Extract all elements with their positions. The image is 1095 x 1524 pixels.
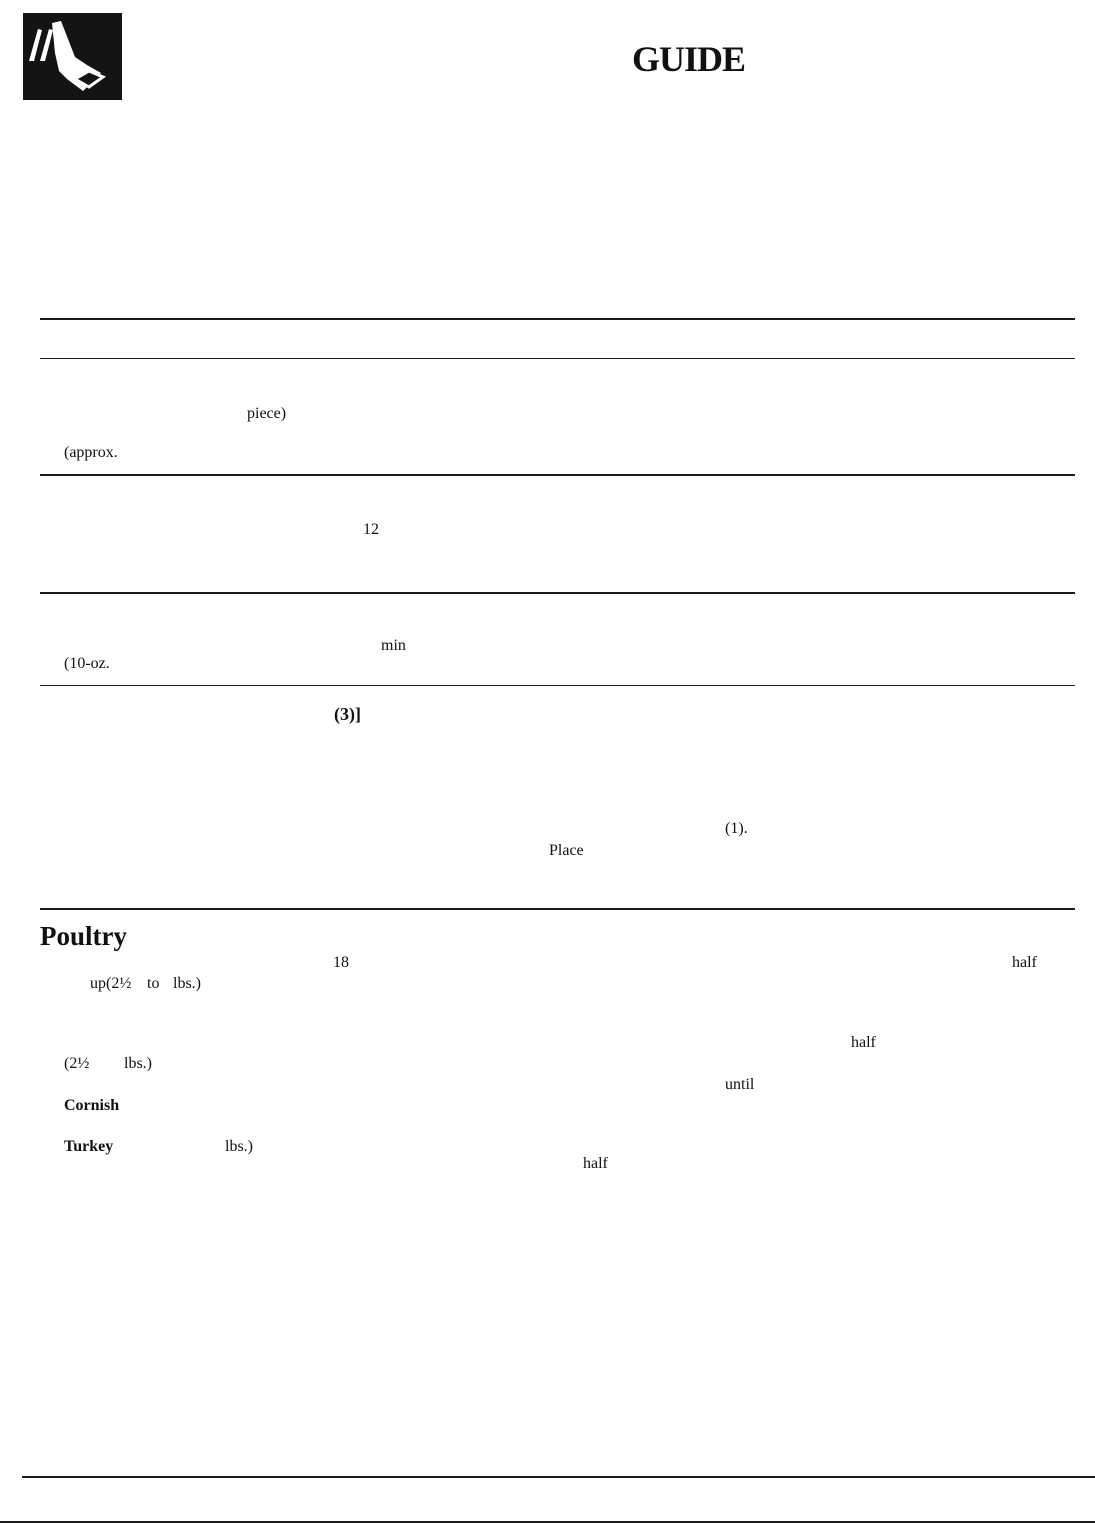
- footer-rule: [0, 1521, 1095, 1523]
- table-cell: half: [851, 1034, 876, 1051]
- table-rule: [40, 685, 1075, 686]
- table-cell: Turkey: [64, 1138, 114, 1155]
- table-rule: [40, 474, 1075, 476]
- table-cell: Cornish: [64, 1097, 120, 1114]
- section-heading-poultry: Poultry: [40, 921, 127, 951]
- table-cell: 18: [333, 954, 349, 971]
- hand-pressing-button-icon: [23, 13, 122, 100]
- table-cell: up(2½: [90, 975, 132, 992]
- table-cell: (3)]: [334, 704, 361, 724]
- table-rule: [40, 908, 1075, 910]
- table-rule: [40, 318, 1075, 320]
- table-cell: (2½: [64, 1055, 90, 1072]
- logo: [23, 13, 122, 100]
- table-cell: lbs.): [124, 1055, 152, 1072]
- table-cell: min: [381, 637, 406, 654]
- table-cell: (10-oz.: [64, 655, 110, 672]
- table-rule: [40, 358, 1075, 359]
- footer-rule: [22, 1476, 1095, 1478]
- page-title: GUIDE: [632, 39, 746, 79]
- table-cell: half: [583, 1155, 608, 1172]
- table-rule: [40, 592, 1075, 594]
- table-cell: to: [147, 975, 160, 992]
- table-cell: lbs.): [173, 975, 201, 992]
- table-cell: half: [1012, 954, 1037, 971]
- table-cell: (1).: [725, 820, 748, 837]
- table-cell: piece): [247, 405, 287, 422]
- table-cell: (approx.: [64, 444, 118, 461]
- table-cell: Place: [549, 842, 584, 859]
- table-cell: until: [725, 1076, 755, 1093]
- table-cell: 12: [363, 521, 379, 538]
- table-cell: lbs.): [225, 1138, 253, 1155]
